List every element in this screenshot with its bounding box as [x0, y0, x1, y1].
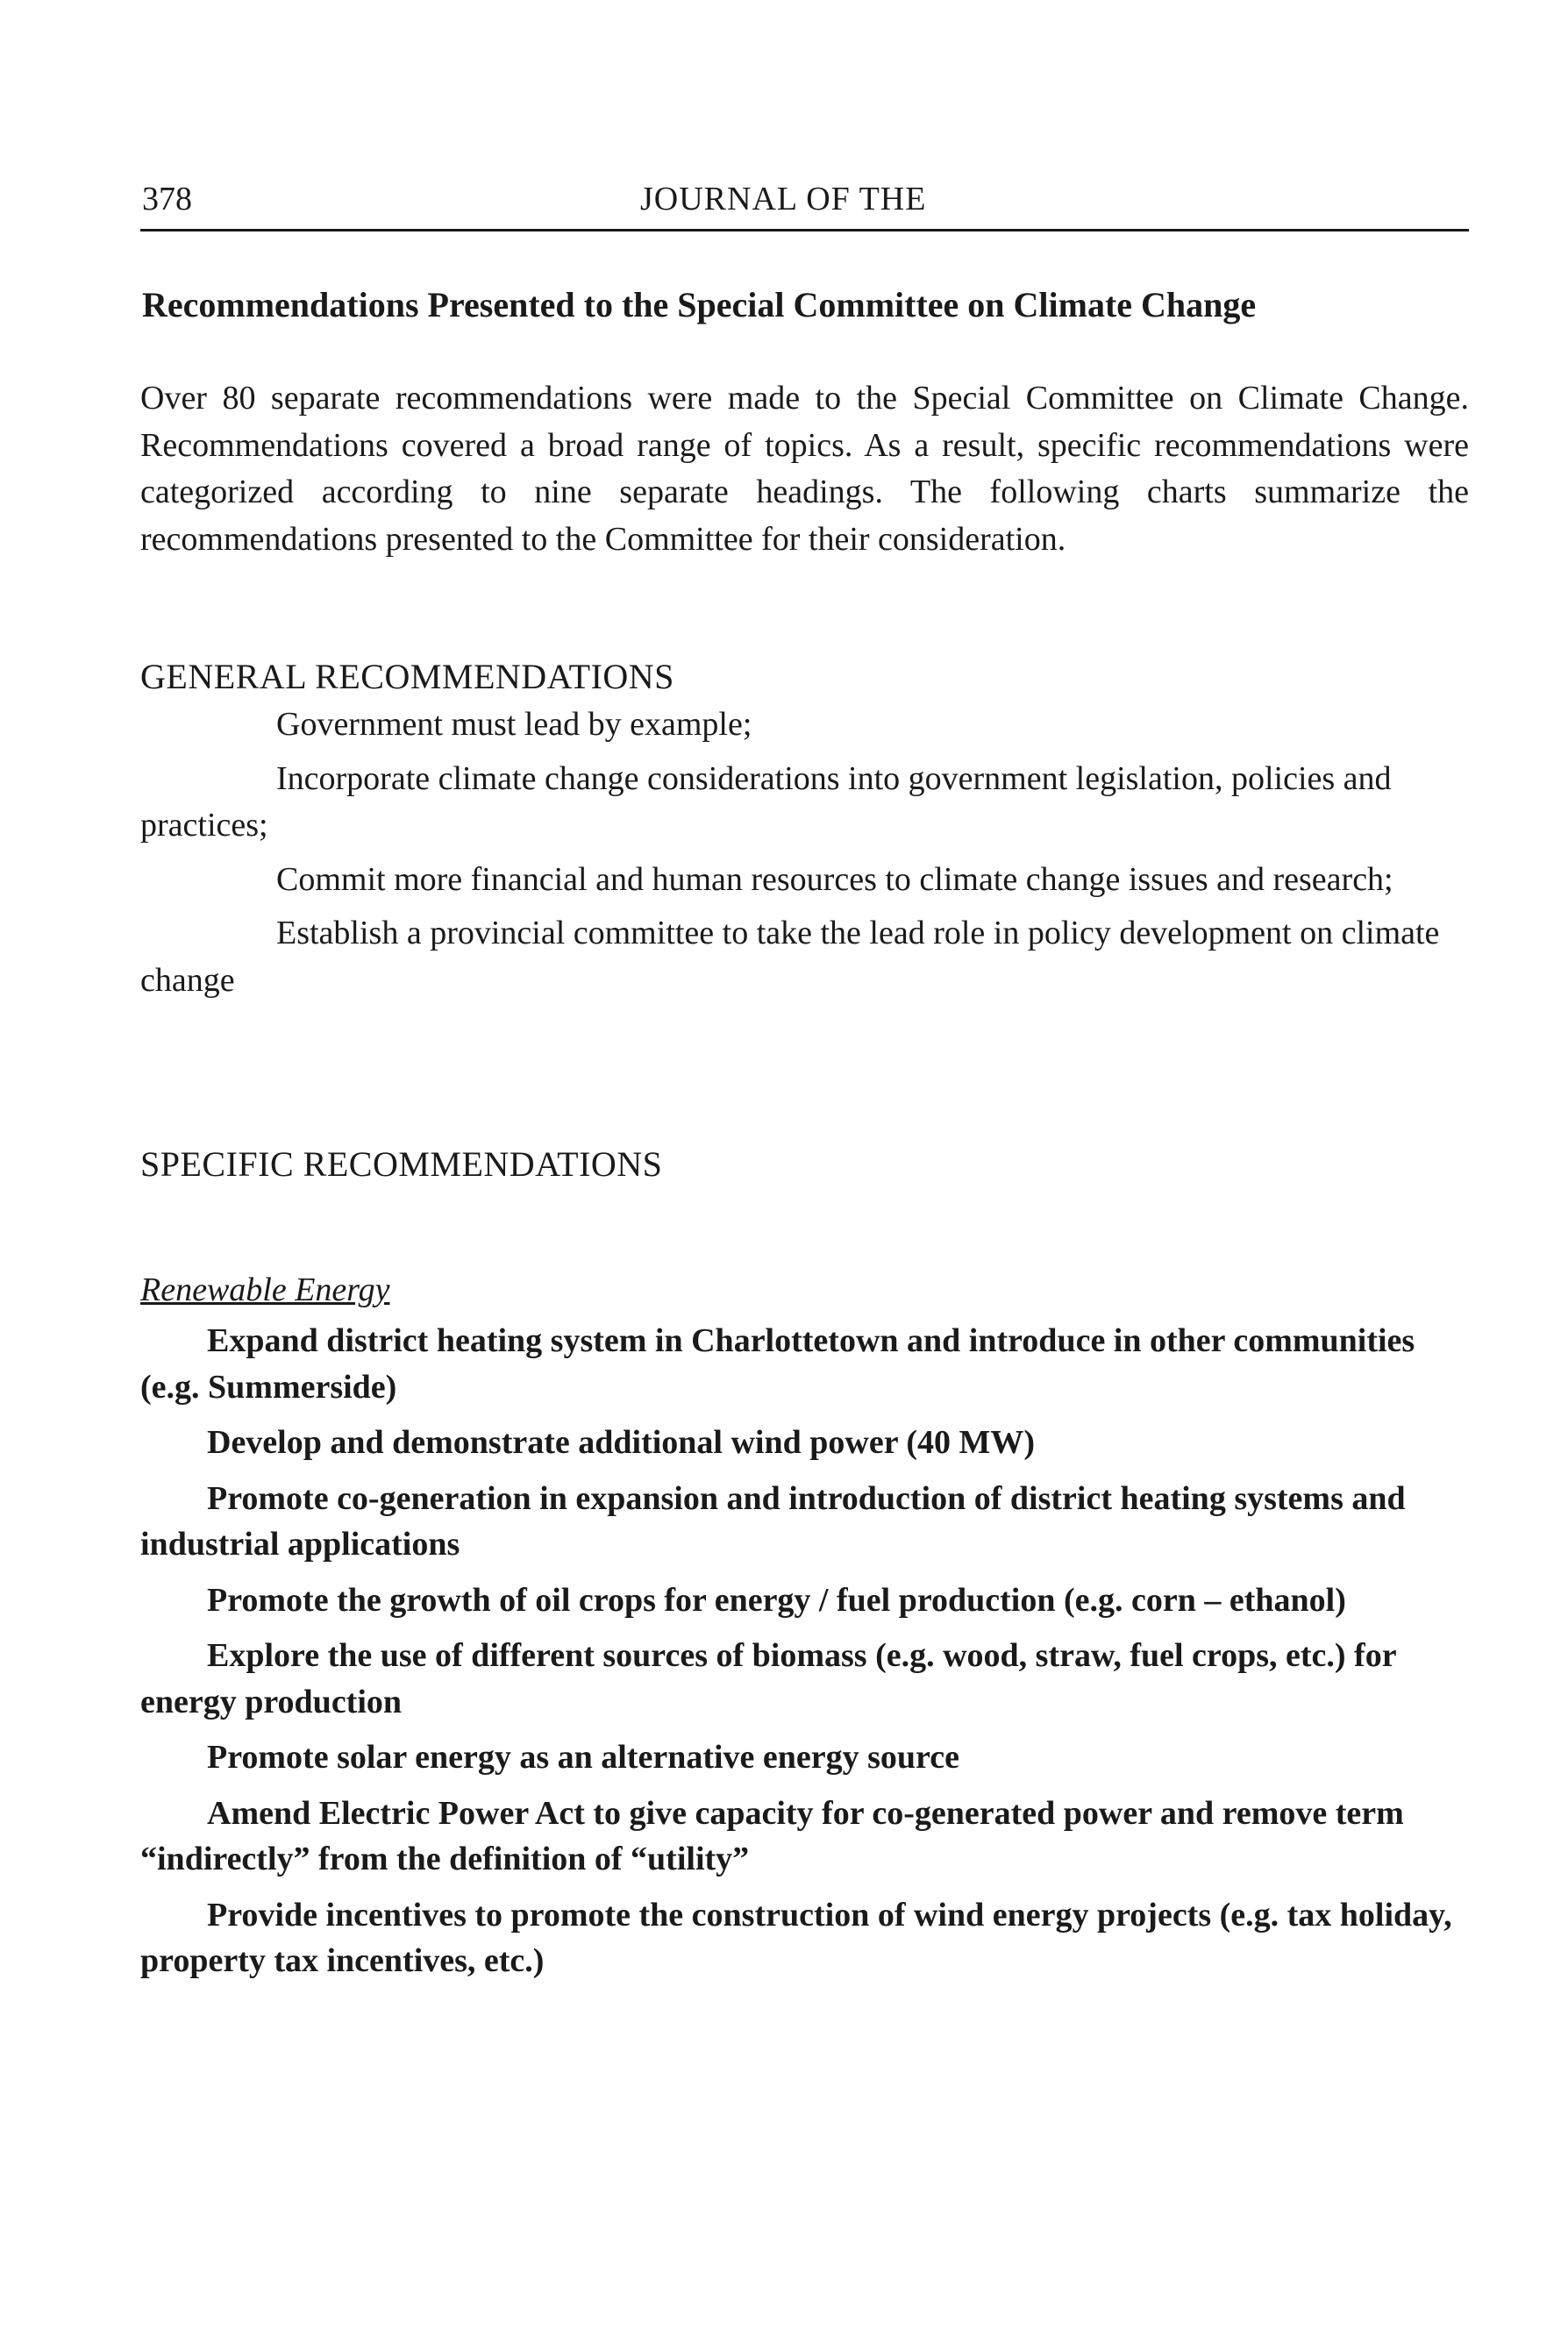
renewable-energy-item: Explore the use of different sources of biomass (e.g. wood, straw, fuel crops, etc.) for energy production	[140, 1637, 1396, 1720]
general-recommendation-item: Incorporate climate change considerations into government legislation, policies and practices;	[140, 759, 1392, 844]
general-recommendation-item: Establish a provincial committee to take the lead role in policy development on climate change	[140, 915, 1440, 999]
renewable-energy-item: Provide incentives to promote the construction of wind energy projects (e.g. tax holiday, property tax incentives, etc.)	[140, 1896, 1452, 1979]
document-title: Recommendations Presented to the Special Committee on Climate Change	[142, 285, 1257, 324]
renewable-energy-item: Expand district heating system in Charlottetown and introduce in other communities (e.g. Summerside)	[140, 1322, 1415, 1406]
renewable-energy-list	[140, 1318, 1469, 1994]
renewable-energy-item: Develop and demonstrate additional wind power (40 MW)	[207, 1424, 1036, 1461]
journal-title: JOURNAL OF THE	[640, 181, 927, 217]
general-recommendations-heading: GENERAL RECOMMENDATIONS	[140, 657, 674, 696]
renewable-energy-item: Amend Electric Power Act to give capacity for co-generated power and remove term “indirectly” from the definition of “utility”	[140, 1794, 1404, 1877]
running-header	[140, 178, 1469, 231]
specific-recommendations-heading: SPECIFIC RECOMMENDATIONS	[140, 1144, 663, 1184]
general-recommendation-item: Commit more financial and human resources to climate change issues and research;	[276, 860, 1393, 898]
page-number: 378	[142, 181, 192, 217]
general-recommendations-list	[140, 702, 1469, 1011]
renewable-energy-item: Promote the growth of oil crops for energy / fuel production (e.g. corn – ethanol)	[207, 1581, 1346, 1619]
renewable-energy-item: Promote co-generation in expansion and introduction of district heating systems and industrial applications	[140, 1479, 1406, 1563]
intro-paragraph: Over 80 separate recommendations were made to the Special Committee on Climate Change. Recommendations covered a broad range of topics. As a result, specific recommendations were categorized according to nine separate headings. The following charts summarize the recommendations presented to the Committee for their consideration.	[140, 380, 1469, 558]
renewable-energy-subheading: Renewable Energy	[140, 1271, 390, 1308]
general-recommendation-item: Government must lead by example;	[276, 706, 752, 743]
renewable-energy-item: Promote solar energy as an alternative energy source	[207, 1739, 959, 1776]
